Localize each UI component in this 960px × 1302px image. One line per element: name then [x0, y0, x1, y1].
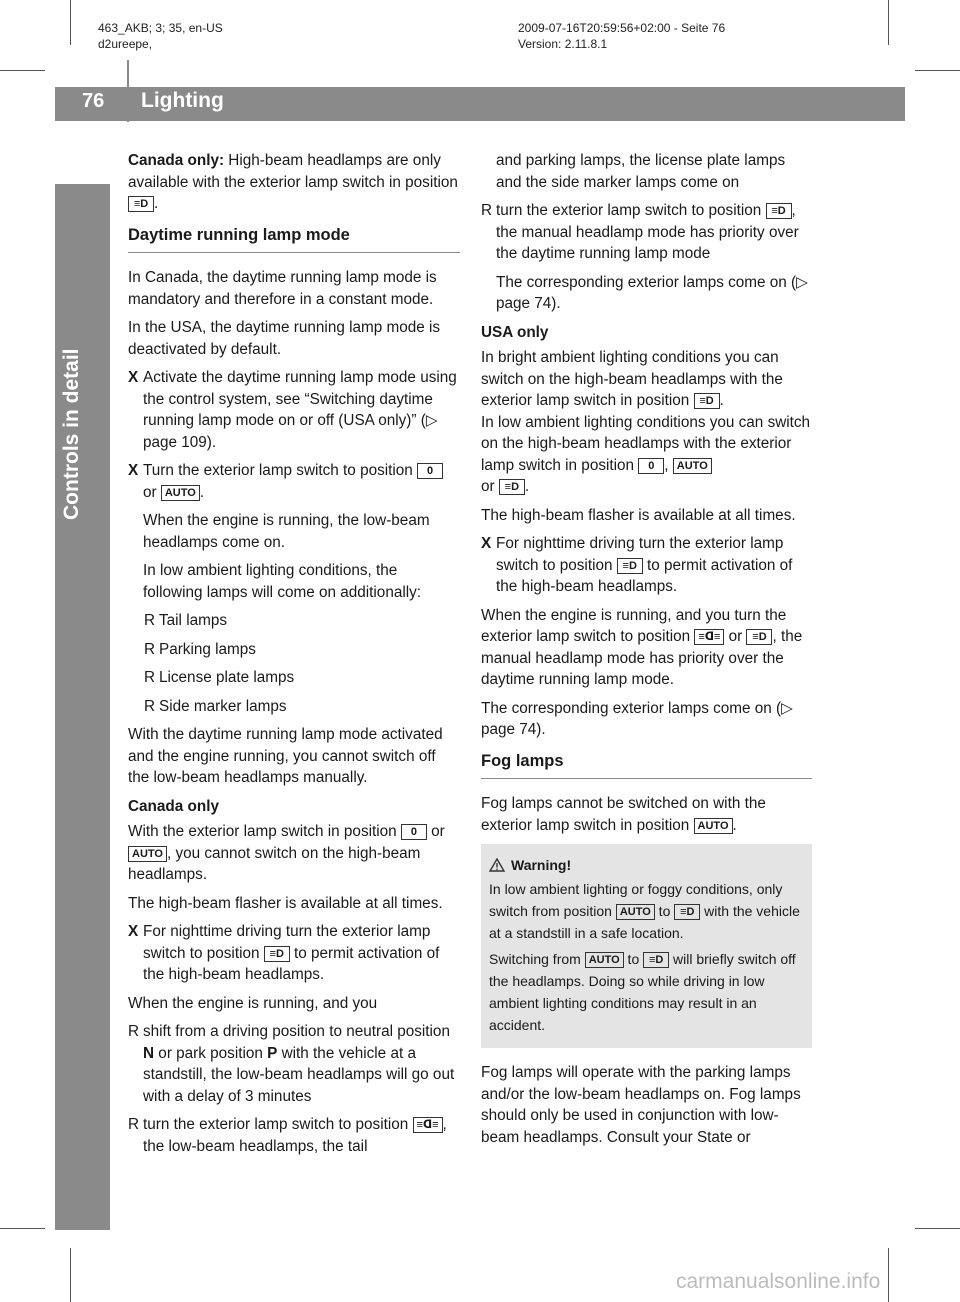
gear-n: N	[143, 1044, 155, 1062]
paragraph	[128, 821, 460, 886]
parking-lamp-icon: ≡ᗡ≡	[413, 1117, 443, 1133]
text: When the engine is running, and you turn the exterior lamp switch to position	[481, 606, 787, 645]
text: , the manual headlamp mode has priority over the daytime running lamp mode	[496, 202, 799, 262]
step-continuation: and parking lamps, the license plate lamps and the side marker lamps come on	[496, 152, 786, 191]
print-meta-left	[98, 20, 223, 52]
text: with the vehicle at a standstill, the low-beam headlamps will go out with a delay of 3 minutes	[143, 1044, 455, 1105]
text: or	[481, 478, 499, 495]
list-item: R Side marker lamps	[144, 696, 460, 718]
list-item	[128, 1114, 460, 1157]
auto-position-icon: AUTO	[585, 952, 624, 968]
paragraph: In Canada, the daytime running lamp mode is mandatory and therefore in a constant mode.	[128, 269, 437, 308]
high-beam-icon: ≡D	[694, 393, 720, 409]
header-divider	[127, 60, 129, 122]
auto-position-icon: AUTO	[616, 904, 655, 920]
crop-mark	[915, 70, 960, 71]
text: In low ambient lighting conditions you can switch on the high-beam headlamps with the exterior lamp switch in position	[481, 413, 811, 474]
canada-note	[128, 150, 460, 215]
text: For nighttime driving turn the exterior lamp switch to position	[496, 535, 784, 574]
high-beam-icon: ≡D	[499, 479, 525, 495]
text: or	[143, 483, 161, 501]
warning-header	[489, 854, 804, 876]
zero-position-icon: 0	[417, 463, 443, 479]
text: In low ambient lighting or foggy conditions, only switch from position	[489, 881, 783, 919]
text: to permit activation of the high-beam headlamps.	[143, 944, 440, 983]
step-continuation: In low ambient lighting conditions, the following lamps will come on additionally:	[143, 562, 422, 601]
watermark: carmanualsonline.info	[676, 1270, 881, 1293]
paragraph: The high-beam flasher is available at all times.	[481, 506, 796, 524]
page-title: Lighting	[141, 89, 224, 112]
warning-text	[489, 948, 804, 1036]
meta-line: d2ureepe,	[98, 37, 153, 51]
warning-title: Warning!	[511, 857, 572, 873]
text: Fog lamps cannot be switched on with the exterior lamp switch in position	[481, 795, 766, 834]
page-number: 76	[82, 90, 105, 112]
list-item: R Parking lamps	[144, 639, 460, 661]
right-column	[481, 150, 812, 1155]
zero-position-icon: 0	[401, 824, 427, 840]
list-item	[481, 200, 812, 265]
crop-mark	[70, 0, 71, 45]
high-beam-icon: ≡D	[128, 196, 154, 212]
auto-position-icon: AUTO	[161, 485, 200, 501]
text: , the low-beam headlamps, the tail	[143, 1116, 447, 1155]
text: High-beam headlamps are only available with the exterior lamp switch in position	[128, 152, 458, 191]
left-column	[128, 150, 460, 1164]
section-heading-drl: Daytime running lamp mode	[128, 225, 460, 254]
text: or park position	[154, 1044, 268, 1062]
meta-line: 463_AKB; 3; 35, en-US	[98, 21, 223, 35]
crop-mark	[70, 1248, 71, 1302]
text: With the exterior lamp switch in position	[128, 823, 401, 840]
high-beam-icon: ≡D	[617, 558, 643, 574]
side-tab-label: Controls in detail	[60, 348, 83, 520]
paragraph: Fog lamps will operate with the parking lamps and/or the low-beam headlamps on. Fog lamps should only be used in conjunction with low-beam headlamps. Consult your State or	[481, 1064, 801, 1146]
list-item: R License plate lamps	[144, 667, 460, 689]
text: to	[623, 951, 644, 967]
auto-position-icon: AUTO	[673, 458, 712, 474]
text: with the vehicle at a standstill in a safe location.	[489, 903, 800, 941]
text: shift from a driving position to neutral position	[143, 1023, 450, 1040]
print-meta-right	[518, 20, 725, 52]
text: turn the exterior lamp switch to position	[496, 202, 766, 219]
subheading-canada: Canada only	[128, 797, 219, 815]
text: Switching from	[489, 951, 585, 967]
high-beam-icon: ≡D	[643, 952, 669, 968]
parking-lamp-icon: ≡ᗡ≡	[694, 629, 724, 645]
high-beam-icon: ≡D	[746, 629, 772, 645]
text: , the manual headlamp mode has priority over the daytime running lamp mode.	[481, 628, 803, 688]
warning-text	[489, 878, 804, 944]
high-beam-icon: ≡D	[674, 904, 700, 920]
crop-mark	[0, 1228, 45, 1229]
text: or	[724, 628, 747, 645]
paragraph	[481, 412, 812, 498]
text: .	[154, 195, 159, 212]
paragraph	[481, 605, 812, 691]
auto-position-icon: AUTO	[128, 846, 167, 862]
canada-label: Canada only:	[128, 152, 225, 169]
text: In bright ambient lighting conditions you can switch on the high-beam headlamps with the exterior lamp switch in position	[481, 349, 783, 409]
paragraph: Fog lamps cannot be switched on with the exterior lamp switch in position AUTO .	[481, 795, 766, 834]
instruction-step: X Activate the daytime running lamp mode using the control system, see “Switching daytime running lamp mode on or off (USA only)” (▷ page 109).	[128, 367, 460, 453]
paragraph: The high-beam flasher is available at all times.	[128, 894, 443, 912]
text: ,	[664, 456, 673, 474]
step-continuation: The corresponding exterior lamps come on (▷ page 74).	[496, 273, 808, 312]
text: .	[524, 478, 530, 495]
section-heading-fog: Fog lamps	[481, 751, 812, 780]
step-continuation: When the engine is running, the low-beam headlamps come on.	[143, 512, 430, 551]
high-beam-icon: ≡D	[264, 946, 290, 962]
warning-triangle-icon	[489, 858, 505, 872]
text: , you cannot switch on the high-beam headlamps.	[128, 844, 421, 883]
text: turn the exterior lamp switch to position	[143, 1116, 413, 1133]
list-item: R Tail lamps	[144, 610, 460, 632]
instruction-step	[128, 921, 460, 986]
crop-mark	[888, 0, 889, 45]
meta-line: Version: 2.11.8.1	[518, 37, 608, 51]
text: will briefly switch off the headlamps. Doing so while driving in low ambient lighting conditions may result in an accident.	[489, 951, 796, 1033]
text: to permit activation of the high-beam headlamps.	[496, 556, 793, 595]
list-item	[128, 1021, 460, 1107]
instruction-step: X Turn the exterior lamp switch to position 0 or AUTO .	[128, 460, 460, 503]
paragraph	[481, 347, 812, 412]
text: to	[654, 903, 675, 919]
text: For nighttime driving turn the exterior lamp switch to position	[143, 923, 431, 962]
meta-line: 2009-07-16T20:59:56+02:00 - Seite 76	[518, 21, 726, 35]
subheading-usa: USA only	[481, 323, 549, 341]
crop-mark	[0, 70, 45, 71]
paragraph: The corresponding exterior lamps come on (▷ page 74).	[481, 699, 793, 738]
paragraph: When the engine is running, and you	[128, 994, 378, 1012]
crop-mark	[915, 1228, 960, 1229]
text: or	[426, 823, 445, 840]
instruction-step	[481, 533, 812, 598]
gear-p: P	[267, 1044, 278, 1062]
text: Turn the exterior lamp switch to position	[143, 462, 418, 479]
high-beam-icon: ≡D	[766, 203, 792, 219]
zero-position-icon: 0	[638, 458, 664, 474]
text: .	[719, 392, 724, 409]
paragraph: In the USA, the daytime running lamp mode is deactivated by default.	[128, 319, 441, 358]
crop-mark	[888, 1248, 889, 1302]
paragraph: With the daytime running lamp mode activated and the engine running, you cannot switch off the low-beam headlamps manually.	[128, 726, 443, 786]
warning-box	[481, 844, 812, 1048]
auto-position-icon: AUTO	[694, 818, 733, 834]
